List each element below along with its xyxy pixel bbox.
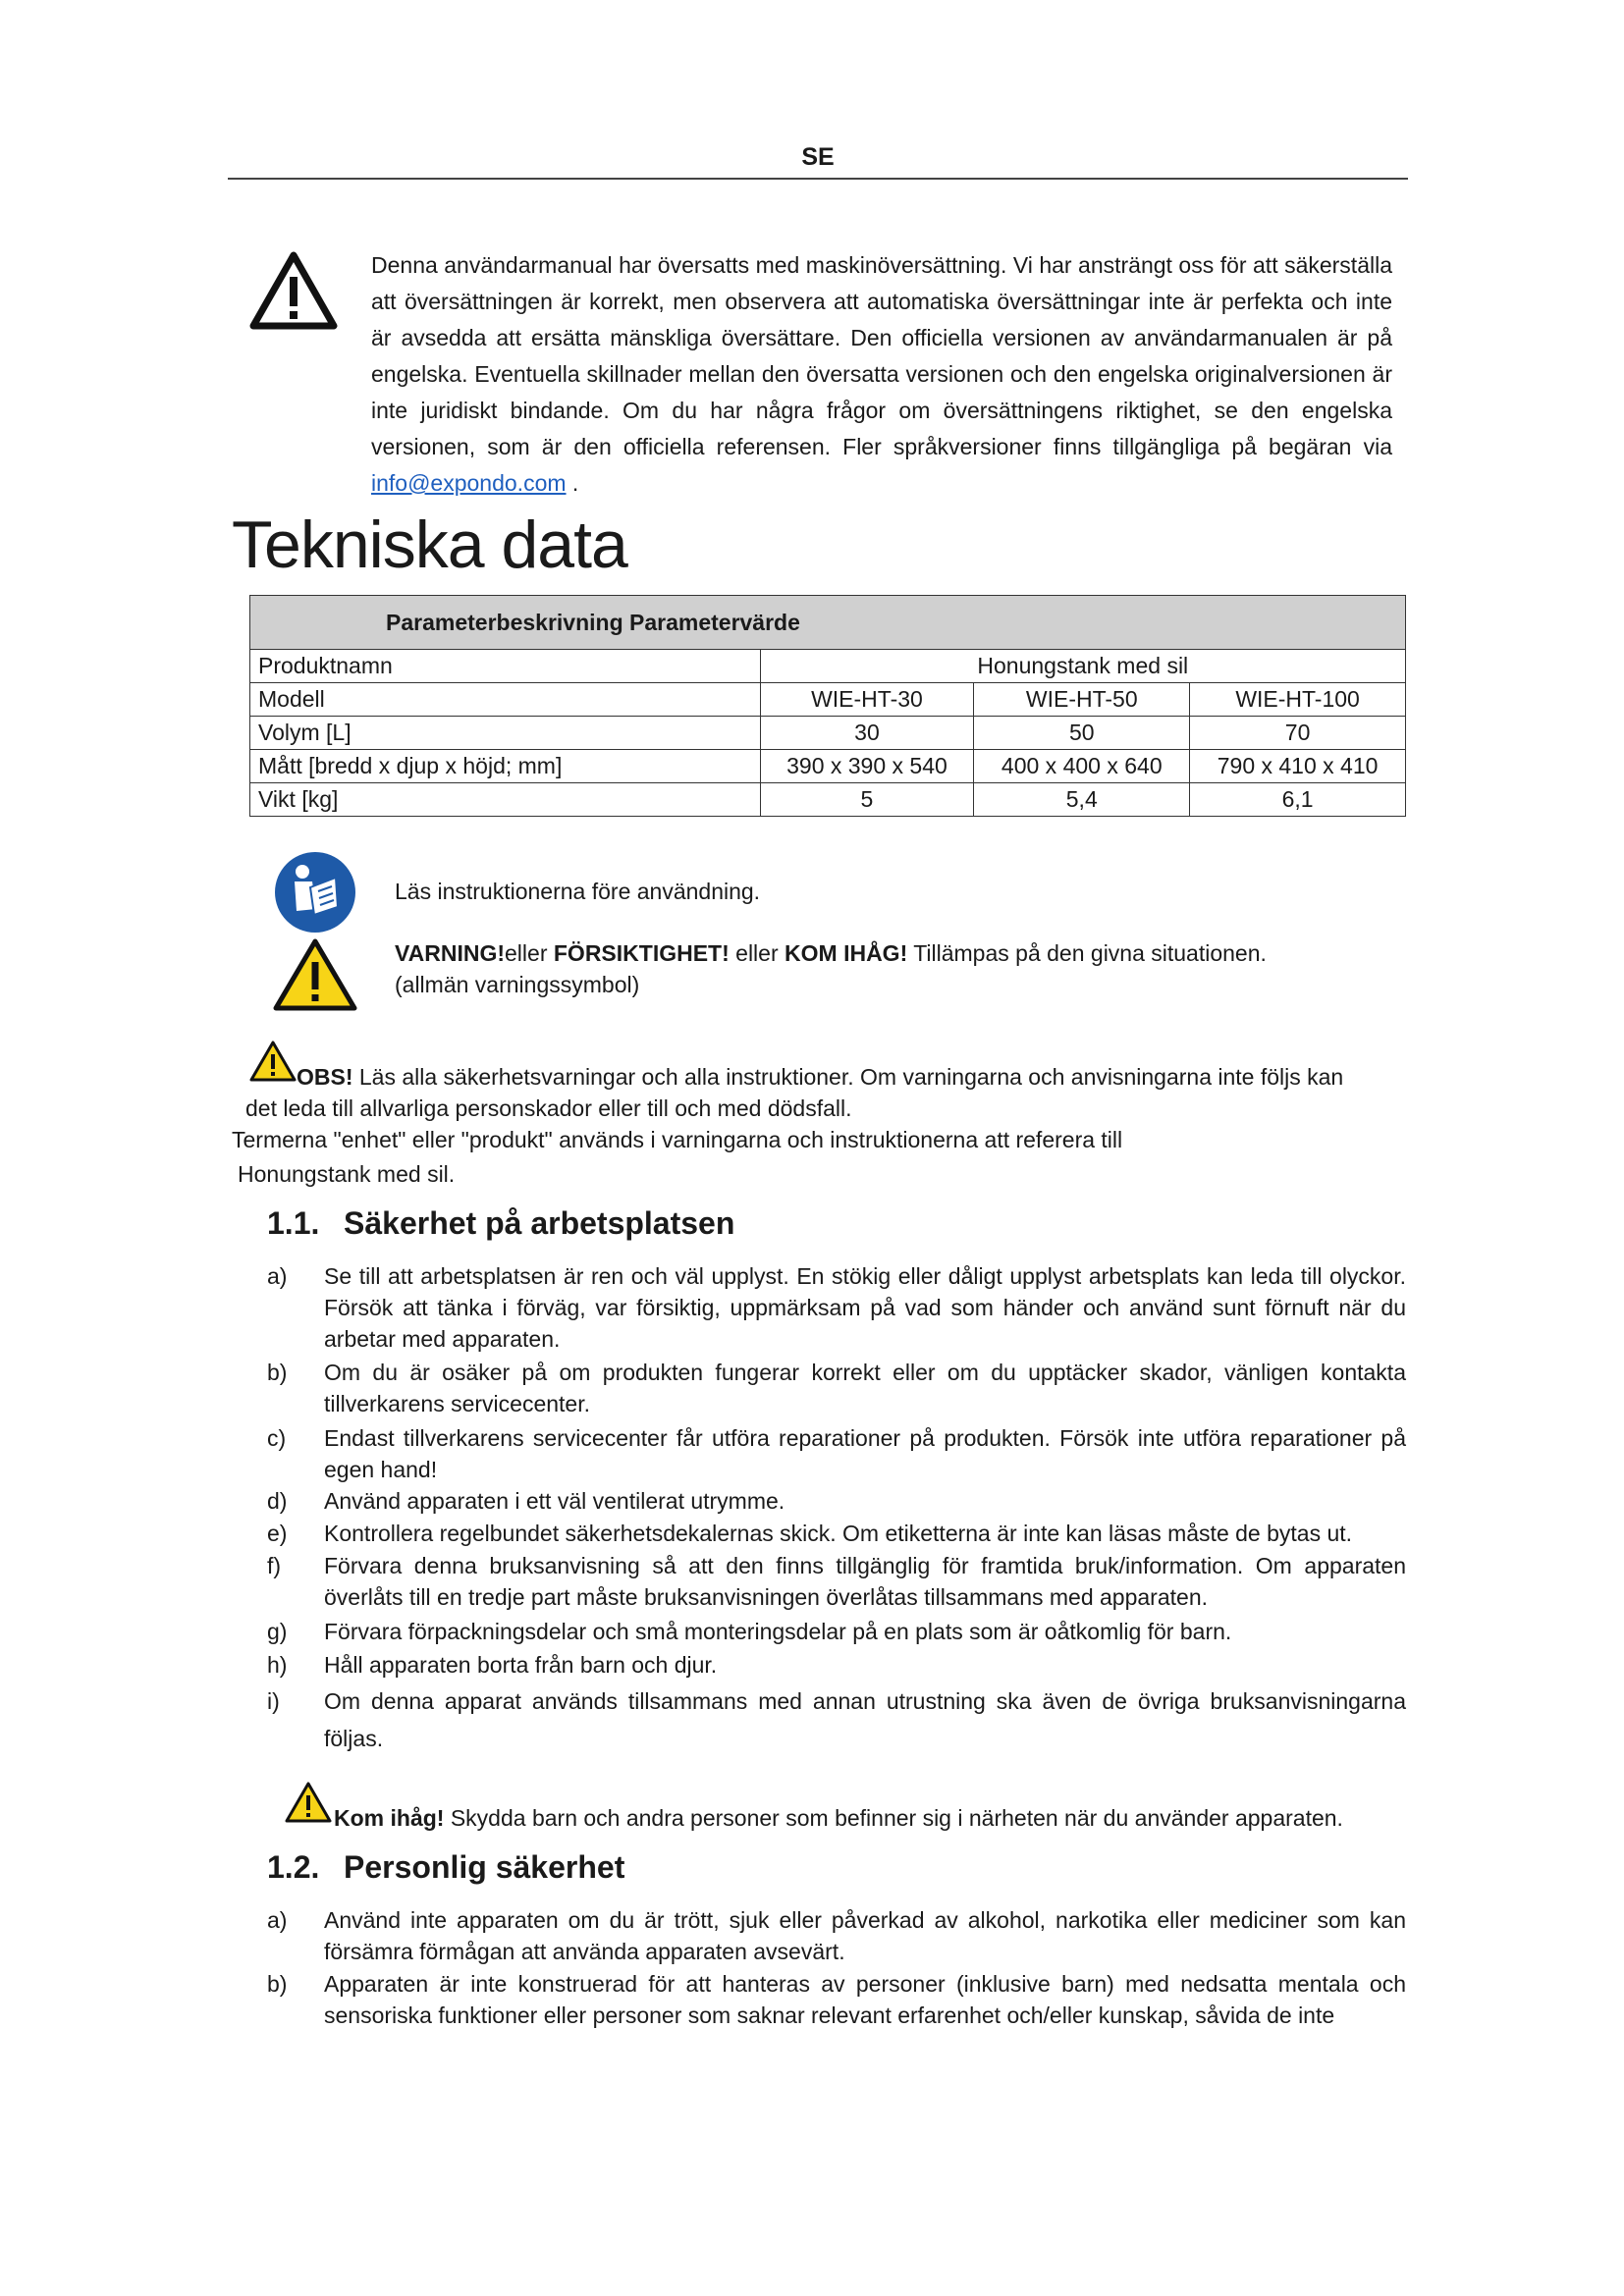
remember-note-label: Kom ihåg!: [334, 1805, 445, 1831]
item-text: Se till att arbetsplatsen är ren och väl upplyst. En stökig eller dåligt upplyst arbetsplats kan leda till olyckor. Försök att tänka i förväg, var försiktig, uppmärksam på vad som händer och använd sunt förnuft när du arbetar med apparaten.: [324, 1263, 1406, 1352]
row-value: WIE-HT-30: [760, 683, 974, 717]
list-item: [267, 1422, 1406, 1485]
list-item: [267, 1682, 1406, 1757]
section-heading-personal-safety: [267, 1849, 624, 1886]
section-heading-workplace: [267, 1205, 734, 1242]
list-item: [267, 1550, 1406, 1613]
table-row: [250, 683, 1406, 717]
remember-note: [334, 1802, 1343, 1834]
disclaimer-end: .: [566, 470, 579, 496]
warning-connector: eller: [729, 940, 785, 966]
remember-label: KOM IHÅG!: [785, 940, 908, 966]
item-text: Förvara denna bruksanvisning så att den finns tillgänglig för framtida bruk/information. Om apparaten överlåts till en tredje part måste bruksanvisningen överlåtas tillsammans med apparaten.: [324, 1553, 1406, 1610]
row-label: Vikt [kg]: [250, 783, 761, 817]
item-text: Förvara förpackningsdelar och små monteringsdelar på en plats som är oåtkomlig för barn.: [324, 1619, 1232, 1644]
warning-label: VARNING!: [395, 940, 506, 966]
row-value: 50: [974, 717, 1190, 750]
obs-text: Läs alla säkerhetsvarningar och alla instruktioner. Om varningarna och anvisningarna inte följs kan: [352, 1064, 1344, 1090]
item-text: Apparaten är inte konstruerad för att hanteras av personer (inklusive barn) med nedsatta mentala och sensoriska funktioner eller personer som saknar relevant erfarenhet och/eller kunskap, såvida de inte: [324, 1971, 1406, 2028]
item-text: Använd inte apparaten om du är trött, sjuk eller påverkad av alkohol, narkotika eller mediciner som kan försämra förmågan att använda apparaten avsevärt.: [324, 1907, 1406, 1964]
row-label: Volym [L]: [250, 717, 761, 750]
item-label: c): [267, 1425, 287, 1451]
translation-disclaimer: [371, 247, 1392, 502]
row-value: WIE-HT-50: [974, 683, 1190, 717]
item-label: a): [267, 1907, 288, 1933]
row-value: 30: [760, 717, 974, 750]
list-item: [267, 1357, 1406, 1419]
table-row: [250, 783, 1406, 817]
disclaimer-text: Denna användarmanual har översatts med maskinöversättning. Vi har ansträngt oss för att säkerställa att översättningen är korrekt, men observera att automatiska översättningar inte är perfekta och inte är avsedda att ersätta mänskliga översättare. Den officiella versionen av användarmanualen är på engelska. Eventuella skillnader mellan den översatta versionen och den engelska originalversionen är inte juridiskt bindande. Om du har några frågor om översättningens riktighet, se den engelska versionen, som är den officiella referensen. Fler språkversioner finns tillgängliga på begäran via: [371, 252, 1392, 459]
item-text: Om denna apparat används tillsammans med annan utrustning ska även de övriga bruksanvisningarna följas.: [324, 1688, 1406, 1751]
terms-line1: Termerna "enhet" eller "produkt" används i varningarna och instruktionerna att referera till: [232, 1127, 1123, 1152]
list-item: [267, 1649, 1406, 1681]
list-item: [267, 1485, 1406, 1517]
general-warning-icon: [273, 938, 357, 1011]
section-title: Personlig säkerhet: [344, 1849, 625, 1885]
obs-warning-icon: [249, 1041, 297, 1082]
obs-label: OBS!: [297, 1064, 353, 1090]
item-text: Håll apparaten borta från barn och djur.: [324, 1652, 718, 1678]
item-text: Om du är osäker på om produkten fungerar korrekt eller om du upptäcker skador, vänligen kontakta tillverkarens servicecenter.: [324, 1360, 1406, 1416]
item-label: b): [267, 1971, 288, 1997]
email-link[interactable]: info@expondo.com: [371, 470, 567, 496]
row-value: WIE-HT-100: [1190, 683, 1406, 717]
item-label: a): [267, 1263, 288, 1289]
table-row: [250, 750, 1406, 783]
table-row: [250, 650, 1406, 683]
item-label: f): [267, 1553, 282, 1578]
item-label: h): [267, 1652, 288, 1678]
item-text: Använd apparaten i ett väl ventilerat utrymme.: [324, 1488, 785, 1514]
row-value: 390 x 390 x 540: [760, 750, 974, 783]
section-title: Säkerhet på arbetsplatsen: [344, 1205, 735, 1241]
obs-line1: [297, 1061, 1343, 1093]
section-number: 1.1.: [267, 1205, 320, 1241]
remember-warning-icon: [285, 1782, 332, 1823]
row-label: Modell: [250, 683, 761, 717]
table-row: [250, 717, 1406, 750]
row-value: 400 x 400 x 640: [974, 750, 1190, 783]
remember-note-text: Skydda barn och andra personer som befinner sig i närheten när du använder apparaten.: [444, 1805, 1343, 1831]
list-item: [267, 1518, 1406, 1549]
warning-symbol-text: [395, 940, 1267, 967]
list-item: [267, 1260, 1406, 1355]
row-value: 5: [760, 783, 974, 817]
list-item: [267, 1616, 1406, 1647]
item-label: g): [267, 1619, 288, 1644]
item-text: Endast tillverkarens servicecenter får utföra reparationer på produkten. Försök inte utföra reparationer på egen hand!: [324, 1425, 1406, 1482]
warning-symbol-caption: (allmän varningssymbol): [395, 972, 640, 997]
page-title: Tekniska data: [232, 507, 627, 582]
row-value: 5,4: [974, 783, 1190, 817]
header-divider: [228, 178, 1408, 180]
table-header: Parameterbeskrivning Parametervärde: [250, 596, 1406, 650]
item-label: i): [267, 1688, 280, 1714]
read-manual-icon: [273, 850, 357, 934]
spec-table: [249, 595, 1406, 817]
row-value: 790 x 410 x 410: [1190, 750, 1406, 783]
warning-description: Tillämpas på den givna situationen.: [907, 940, 1267, 966]
row-label: Mått [bredd x djup x höjd; mm]: [250, 750, 761, 783]
row-value: 6,1: [1190, 783, 1406, 817]
row-value: Honungstank med sil: [760, 650, 1405, 683]
list-item: [267, 1968, 1406, 2031]
warning-connector: eller: [505, 940, 554, 966]
row-label: Produktnamn: [250, 650, 761, 683]
list-item: [267, 1904, 1406, 1967]
item-label: d): [267, 1488, 288, 1514]
warning-triangle-icon: [249, 251, 338, 330]
item-label: e): [267, 1521, 288, 1546]
item-label: b): [267, 1360, 288, 1385]
terms-line2: Honungstank med sil.: [238, 1161, 456, 1187]
section-number: 1.2.: [267, 1849, 320, 1885]
item-text: Kontrollera regelbundet säkerhetsdekalernas skick. Om etiketterna är inte kan läsas måste de bytas ut.: [324, 1521, 1353, 1546]
table-header-row: [250, 596, 1406, 650]
read-instructions-text: Läs instruktionerna före användning.: [395, 879, 761, 904]
row-value: 70: [1190, 717, 1406, 750]
language-header: SE: [801, 143, 835, 171]
caution-label: FÖRSIKTIGHET!: [553, 940, 730, 966]
obs-line2: det leda till allvarliga personskador eller till och med dödsfall.: [245, 1095, 852, 1121]
